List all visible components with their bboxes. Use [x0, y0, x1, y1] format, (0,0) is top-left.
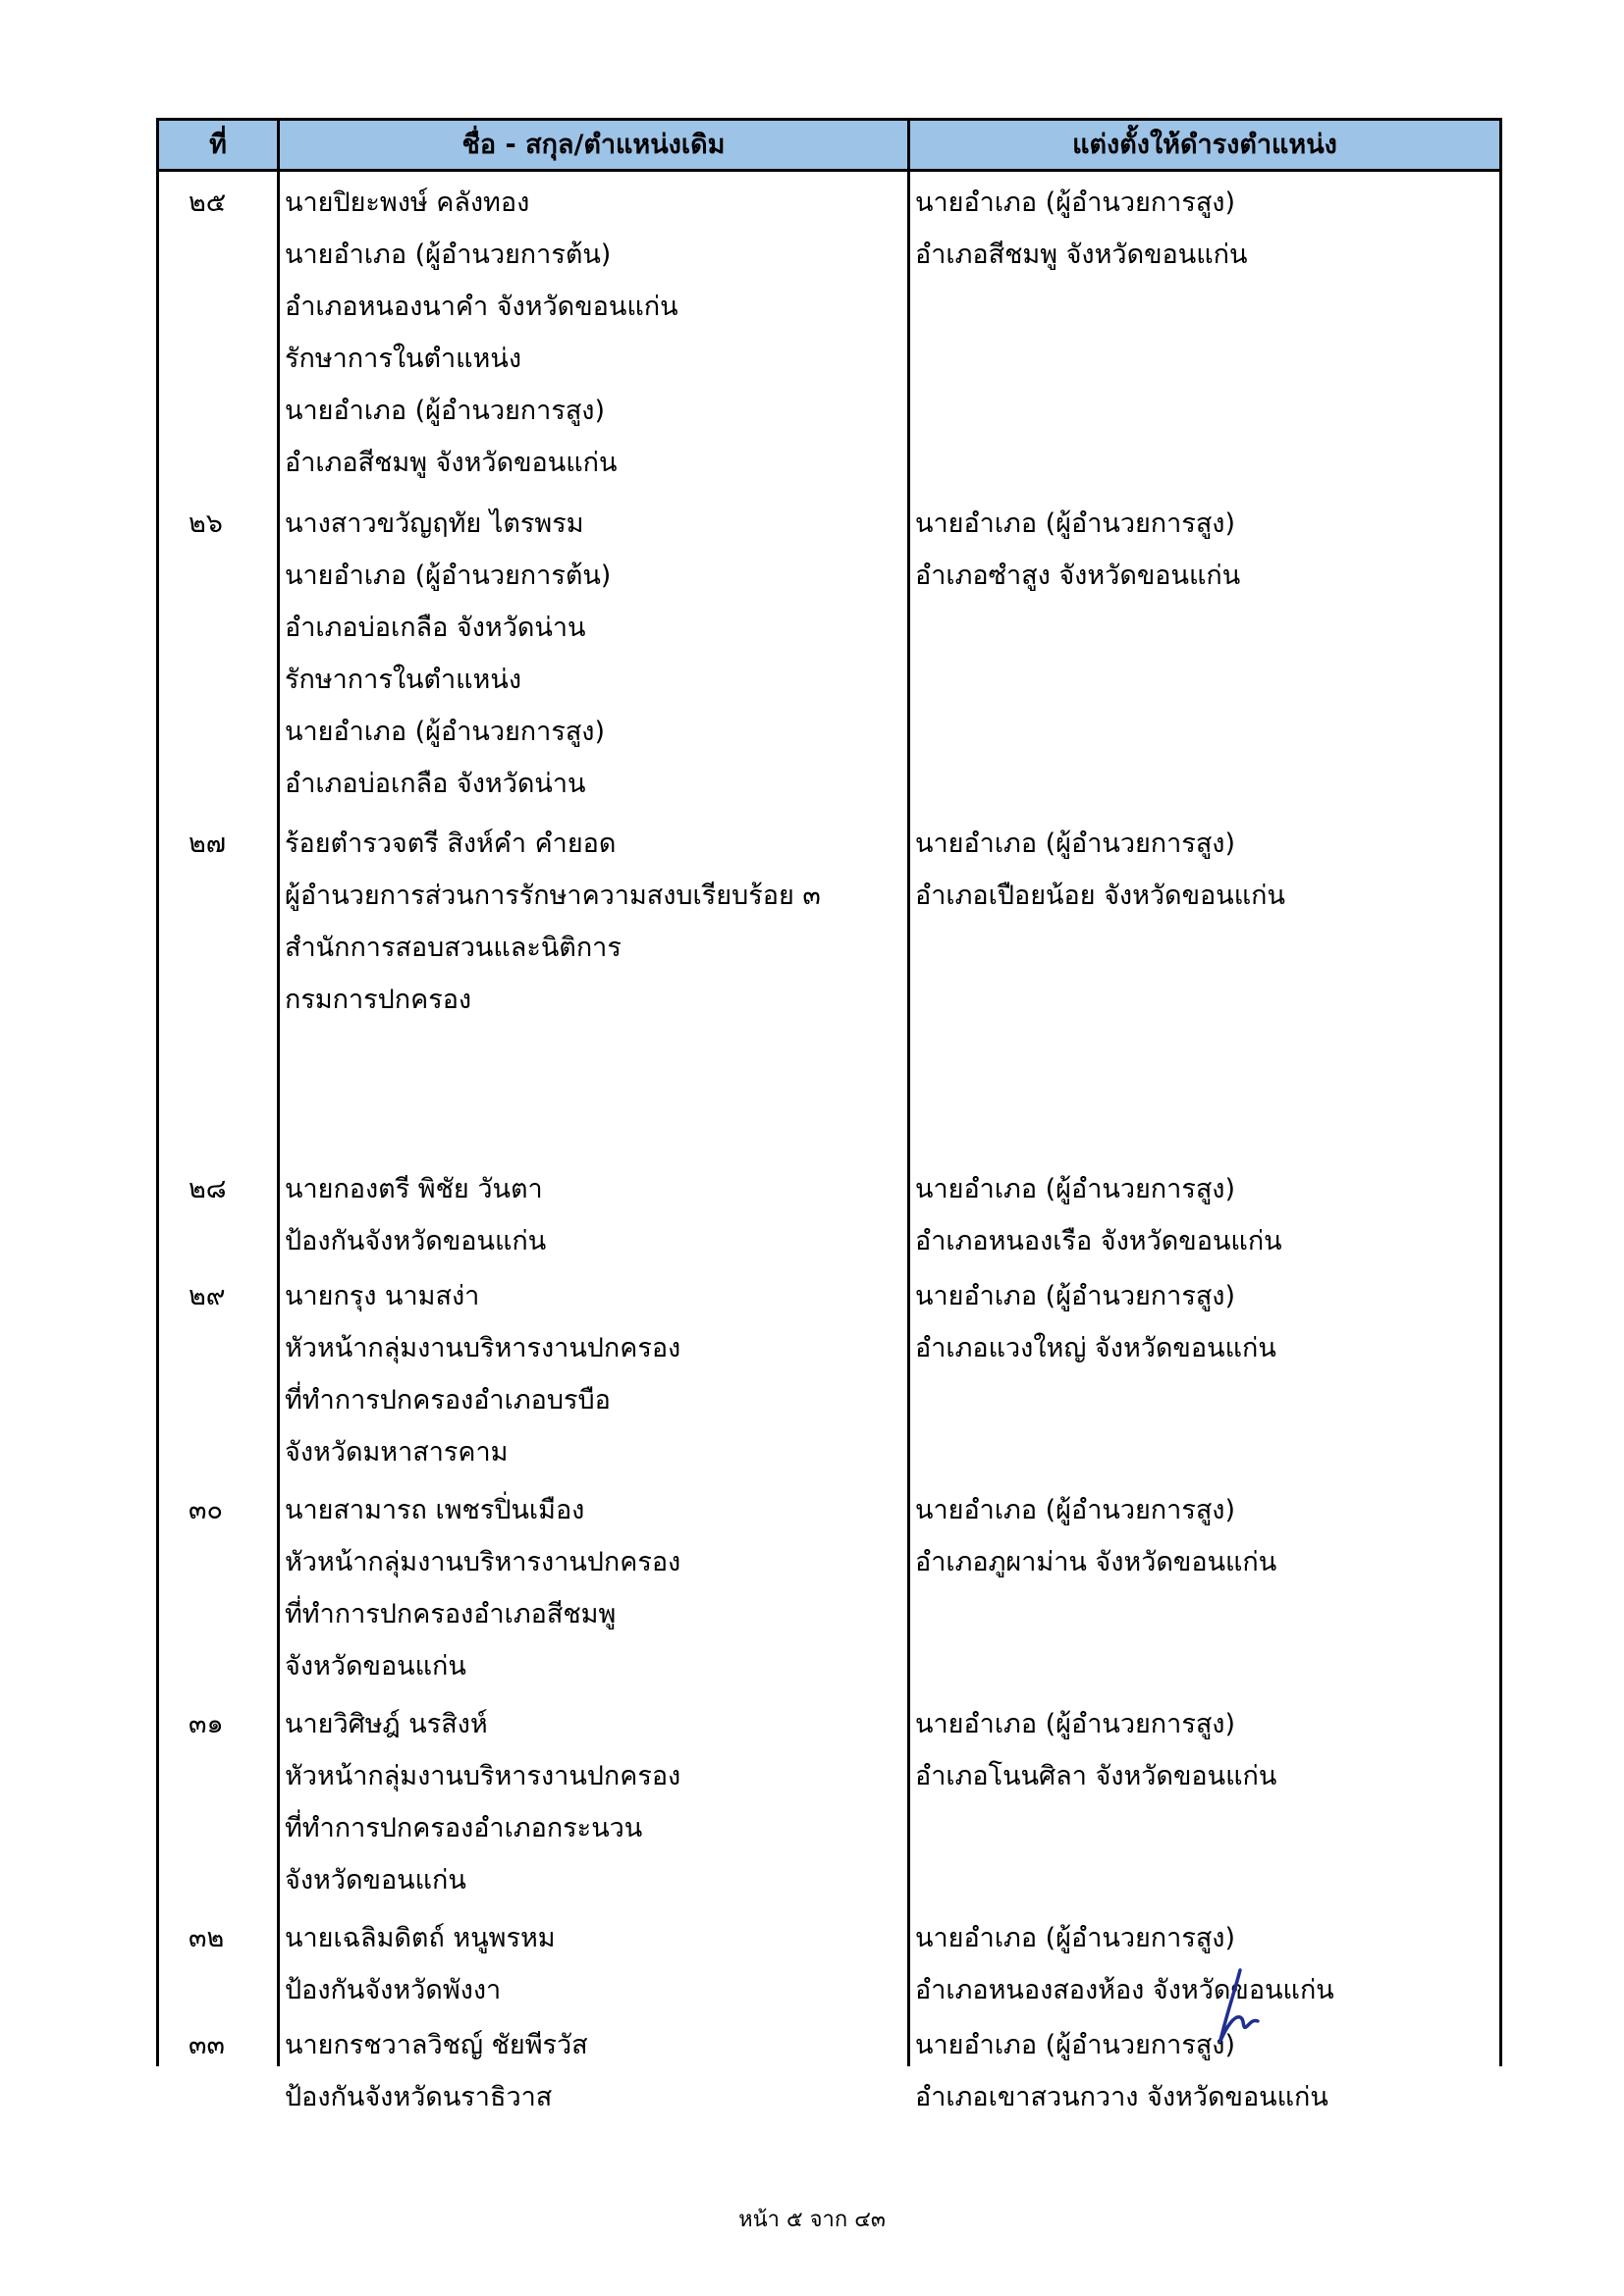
- current-position-line: หัวหน้ากลุ่มงานบริหารงานปกครอง: [285, 1547, 681, 1577]
- current-position-line: อำเภอสีชมพู จังหวัดขอนแก่น: [285, 448, 618, 478]
- current-position-line: นายอำเภอ (ผู้อำนวยการสูง): [285, 717, 606, 747]
- current-position-line: นายอำเภอ (ผู้อำนวยการต้น): [285, 561, 612, 591]
- page-number: หน้า ๕ จาก ๔๓: [738, 2208, 886, 2232]
- current-position-line: นายอำเภอ (ผู้อำนวยการต้น): [285, 240, 612, 270]
- signature-mark: [1213, 1968, 1272, 2047]
- current-position-line: หัวหน้ากลุ่มงานบริหารงานปกครอง: [285, 1761, 681, 1791]
- current-position-cell: [285, 1484, 680, 1692]
- current-position-line: จังหวัดขอนแก่น: [285, 1865, 466, 1896]
- current-position-line: รักษาการในตำแหน่ง: [285, 665, 521, 695]
- table-header: [159, 118, 1499, 172]
- new-position-line: อำเภอเปือยน้อย จังหวัดขอนแก่น: [915, 881, 1285, 911]
- new-position-line: อำเภอแวงใหญ่ จังหวัดขอนแก่น: [915, 1333, 1276, 1363]
- current-position-line: จังหวัดมหาสารคาม: [285, 1437, 509, 1468]
- new-position-line: นายอำเภอ (ผู้อำนวยการสูง): [915, 828, 1236, 859]
- new-position-line: นายอำเภอ (ผู้อำนวยการสูง): [915, 187, 1236, 218]
- header-new-position: แต่งตั้งให้ดำรงตำแหน่ง: [1072, 130, 1337, 160]
- new-position-cell: [915, 1698, 1276, 1802]
- current-position-line: อำเภอหนองนาคำ จังหวัดขอนแก่น: [285, 292, 678, 322]
- new-position-line: อำเภอภูผาม่าน จังหวัดขอนแก่น: [915, 1547, 1277, 1577]
- row-number: ๓๑: [189, 1709, 224, 1739]
- current-position-cell: [285, 818, 821, 1026]
- person-name: ร้อยตำรวจตรี สิงห์คำ คำยอด: [285, 828, 617, 859]
- person-name: นายกรชวาลวิชญ์ ชัยพีรวัส: [285, 2030, 588, 2060]
- person-name: นายสามารถ เพชรปิ่นเมือง: [285, 1495, 585, 1525]
- current-position-line: ป้องกันจังหวัดขอนแก่น: [285, 1226, 547, 1256]
- current-position-line: กรมการปกครอง: [285, 985, 472, 1015]
- person-name: นายกรุง นามสง่า: [285, 1281, 480, 1311]
- appointment-table: [156, 118, 1502, 2112]
- new-position-cell: [915, 177, 1247, 281]
- current-position-cell: [285, 1163, 546, 1267]
- current-position-line: ผู้อำนวยการส่วนการรักษาความสงบเรียบร้อย ๓: [285, 881, 821, 911]
- current-position-cell: [285, 1698, 680, 1906]
- current-position-cell: [285, 498, 611, 810]
- current-position-cell: [285, 1270, 680, 1478]
- person-name: นางสาวขวัญฤทัย ไตรพรม: [285, 508, 584, 539]
- new-position-line: นายอำเภอ (ผู้อำนวยการสูง): [915, 2030, 1236, 2060]
- new-position-line: นายอำเภอ (ผู้อำนวยการสูง): [915, 1174, 1236, 1204]
- new-position-cell: [915, 1163, 1282, 1267]
- current-position-line: สำนักการสอบสวนและนิติการ: [285, 933, 622, 963]
- current-position-line: ป้องกันจังหวัดพังงา: [285, 1975, 502, 2005]
- new-position-line: อำเภอหนองสองห้อง จังหวัดขอนแก่น: [915, 1975, 1334, 2005]
- new-position-line: อำเภอซำสูง จังหวัดขอนแก่น: [915, 561, 1241, 591]
- header-current-position: ชื่อ - สกุล/ตำแหน่งเดิม: [461, 130, 726, 160]
- header-no: ที่: [209, 130, 227, 160]
- new-position-line: นายอำเภอ (ผู้อำนวยการสูง): [915, 1495, 1236, 1525]
- new-position-line: อำเภอสีชมพู จังหวัดขอนแก่น: [915, 240, 1248, 270]
- new-position-line: อำเภอหนองเรือ จังหวัดขอนแก่น: [915, 1226, 1282, 1256]
- row-number: ๒๘: [189, 1174, 227, 1204]
- current-position-line: จังหวัดขอนแก่น: [285, 1651, 466, 1682]
- new-position-line: นายอำเภอ (ผู้อำนวยการสูง): [915, 508, 1236, 539]
- new-position-cell: [915, 498, 1240, 602]
- new-position-line: นายอำเภอ (ผู้อำนวยการสูง): [915, 1923, 1236, 1953]
- current-position-line: หัวหน้ากลุ่มงานบริหารงานปกครอง: [285, 1333, 681, 1363]
- new-position-cell: [915, 1484, 1276, 1588]
- current-position-line: ที่ทำการปกครองอำเภอสีชมพู: [285, 1599, 617, 1629]
- person-name: นายวิศิษฎ์ นรสิงห์: [285, 1709, 488, 1739]
- row-number: ๒๕: [189, 187, 227, 218]
- new-position-line: นายอำเภอ (ผู้อำนวยการสูง): [915, 1709, 1236, 1739]
- column-divider: [907, 118, 910, 2066]
- row-number: ๒๗: [189, 828, 227, 859]
- row-number: ๓๓: [189, 2030, 225, 2060]
- current-position-cell: [285, 1912, 556, 2016]
- person-name: นายปิยะพงษ์ คลังทอง: [285, 187, 530, 218]
- new-position-line: อำเภอโนนศิลา จังหวัดขอนแก่น: [915, 1761, 1277, 1791]
- row-number: ๓๐: [189, 1495, 223, 1525]
- new-position-line: อำเภอเขาสวนกวาง จังหวัดขอนแก่น: [915, 2082, 1328, 2112]
- current-position-line: อำเภอบ่อเกลือ จังหวัดน่าน: [285, 613, 586, 643]
- person-name: นายเฉลิมดิตถ์ หนูพรหม: [285, 1923, 556, 1953]
- person-name: นายกองตรี พิชัย วันตา: [285, 1174, 543, 1204]
- new-position-cell: [915, 818, 1285, 922]
- new-position-line: นายอำเภอ (ผู้อำนวยการสูง): [915, 1281, 1236, 1311]
- new-position-cell: [915, 1270, 1276, 1374]
- column-divider: [277, 118, 280, 2066]
- current-position-line: รักษาการในตำแหน่ง: [285, 344, 521, 374]
- current-position-cell: [285, 177, 678, 489]
- current-position-line: ที่ทำการปกครองอำเภอกระนวน: [285, 1813, 643, 1843]
- current-position-line: ป้องกันจังหวัดนราธิวาส: [285, 2082, 553, 2112]
- current-position-line: ที่ทำการปกครองอำเภอบรบือ: [285, 1385, 611, 1415]
- current-position-cell: [285, 2019, 588, 2123]
- row-number: ๒๖: [189, 508, 223, 539]
- current-position-line: นายอำเภอ (ผู้อำนวยการสูง): [285, 396, 606, 426]
- current-position-line: อำเภอบ่อเกลือ จังหวัดน่าน: [285, 769, 586, 799]
- row-number: ๒๙: [189, 1281, 226, 1311]
- row-number: ๓๒: [189, 1923, 225, 1953]
